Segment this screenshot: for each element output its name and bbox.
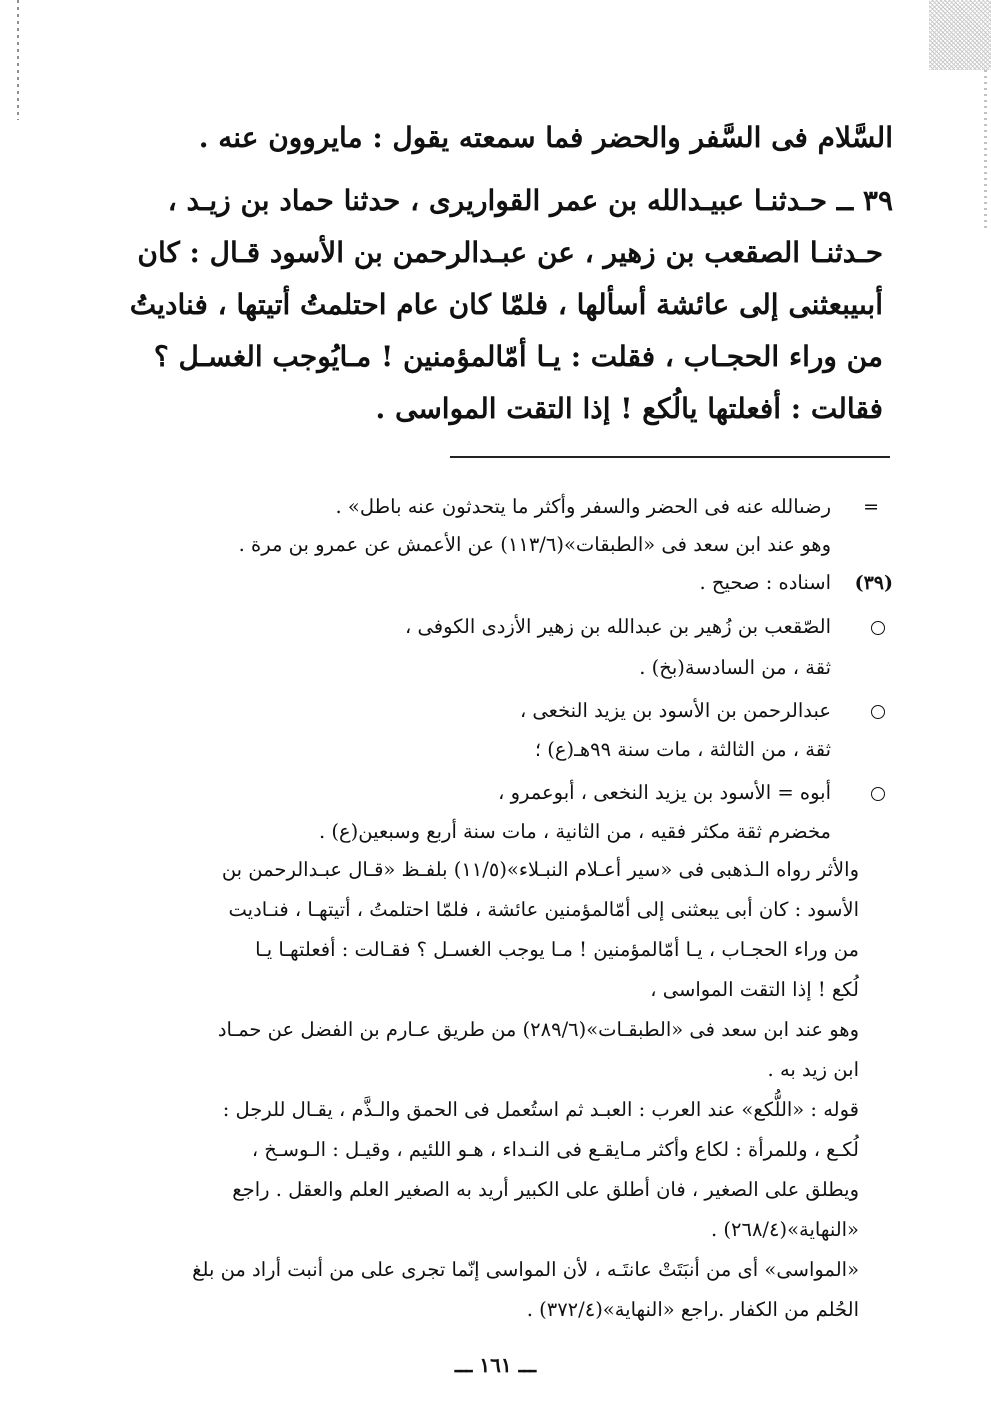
scan-edge-artifact bbox=[17, 0, 19, 120]
footnote-line: الأسود : كان أبى يبعثنى إلى أمّالمؤمنين عائشة ، فلمّا احتلمتُ ، أتيتهـا ، فنـاديت bbox=[228, 898, 859, 921]
footnote-line: «النهاية»(٢٦٨/٤) . bbox=[710, 1218, 859, 1241]
footnote-line: عبدالرحمن بن الأسود بن يزيد النخعى ، bbox=[519, 699, 831, 722]
footnote-line: رضىالله عنه فى الحضر والسفر وأكثر ما يتحدثون عنه باطل» . bbox=[335, 495, 831, 518]
footnote-line: الصّقعب بن زُهير بن عبدالله بن زهير الأزدى الكوفى ، bbox=[405, 615, 831, 638]
page-number: ـــ ١٦١ ـــ bbox=[454, 1353, 537, 1377]
footnote-divider bbox=[450, 456, 890, 458]
hadith-number: ٣٩ ــ bbox=[836, 184, 893, 217]
continuation-mark: = bbox=[863, 496, 879, 518]
footnote-line: ويطلق على الصغير ، فان أطلق على الكبير أريد به الصغير العلم والعقل . راجع bbox=[232, 1178, 859, 1201]
footnote-line: أبوه = الأسود بن يزيد النخعى ، أبوعمرو ، bbox=[498, 781, 831, 804]
main-text-line: أبىيبعثنى إلى عائشة أسألها ، فلمّا كان عام احتلمتُ أتيتها ، فناديتُ bbox=[129, 288, 883, 321]
footnote-number: (٣٩) bbox=[854, 572, 893, 594]
bullet-circle-icon bbox=[871, 787, 885, 801]
footnote-line: ابن زيد به . bbox=[767, 1058, 859, 1081]
footnote-line: اسناده : صحيح . bbox=[699, 571, 831, 594]
footnote-line: مخضرم ثقة مكثر فقيه ، من الثانية ، مات سنة أربع وسبعين(ع) . bbox=[319, 820, 831, 843]
footnote-line: وهو عند ابن سعد فى «الطبقـات»(٢٨٩/٦) من طريق عـارم بن الفضل عن حمـاد bbox=[217, 1018, 859, 1041]
footnote-line: «المواسى» أى من أنبَتَتْ عانتَـه ، لأن المواسى إنّما تجرى على من أنبت أراد من بلغ bbox=[192, 1258, 859, 1281]
footnote-line: ثقة ، من الثالثة ، مات سنة ٩٩هـ(ع) ؛ bbox=[534, 738, 831, 761]
main-text-line: حـدثنـا الصقعب بن زهير ، عن عبـدالرحمن بن الأسود قـال : كان bbox=[137, 236, 883, 269]
footnote-line: قوله : «اللُّكع» عند العرب : العبـد ثم استُعمل فى الحمق والـذَّم ، يقـال للرجل : bbox=[222, 1098, 859, 1121]
footnote-line: الحُلم من الكفار .راجع «النهاية»(٣٧٢/٤) . bbox=[526, 1298, 859, 1321]
footnote-line: لُكع ! إذا التقت المواسى ، bbox=[650, 978, 859, 1001]
footnote-line: من وراء الحجـاب ، يـا أمّالمؤمنين ! مـا يوجب الغسـل ؟ فقـالت : أفعلتهـا يـا bbox=[255, 938, 859, 961]
bullet-circle-icon bbox=[871, 621, 885, 635]
main-text-line: السَّلام فى السَّفر والحضر فما سمعته يقول : مايروون عنه . bbox=[198, 121, 893, 154]
bullet-circle-icon bbox=[871, 705, 885, 719]
main-text-line bbox=[168, 175, 893, 227]
footnote-line: وهو عند ابن سعد فى «الطبقات»(١١٣/٦) عن الأعمش عن عمرو بن مرة . bbox=[238, 533, 831, 556]
footnote-line: لُكـع ، وللمرأة : لكاع وأكثر مـايقـع فى النـداء ، هـو اللئيم ، وقيـل : الـوسـخ ، bbox=[251, 1138, 859, 1161]
main-text-line: فقالت : أفعلتها يالُكع ! إذا التقت المواسى . bbox=[375, 392, 883, 425]
main-text-line-part: حـدثنـا عبيـدالله بن عمر القواريرى ، حدثنا حماد بن زيـد ، bbox=[167, 184, 828, 217]
scan-edge-artifact bbox=[984, 70, 987, 230]
footnote-line: والأثر رواه الـذهبى فى «سير أعـلام النبـلاء»(١١/٥) بلفـظ «قـال عبـدالرحمن بن bbox=[221, 858, 859, 881]
footnote-line: ثقة ، من السادسة(بخ) . bbox=[639, 656, 831, 679]
scan-edge-artifact bbox=[929, 0, 991, 70]
main-text-line: من وراء الحجـاب ، فقلت : يـا أمّالمؤمنين ! مـايُوجب الغسـل ؟ bbox=[153, 340, 883, 373]
